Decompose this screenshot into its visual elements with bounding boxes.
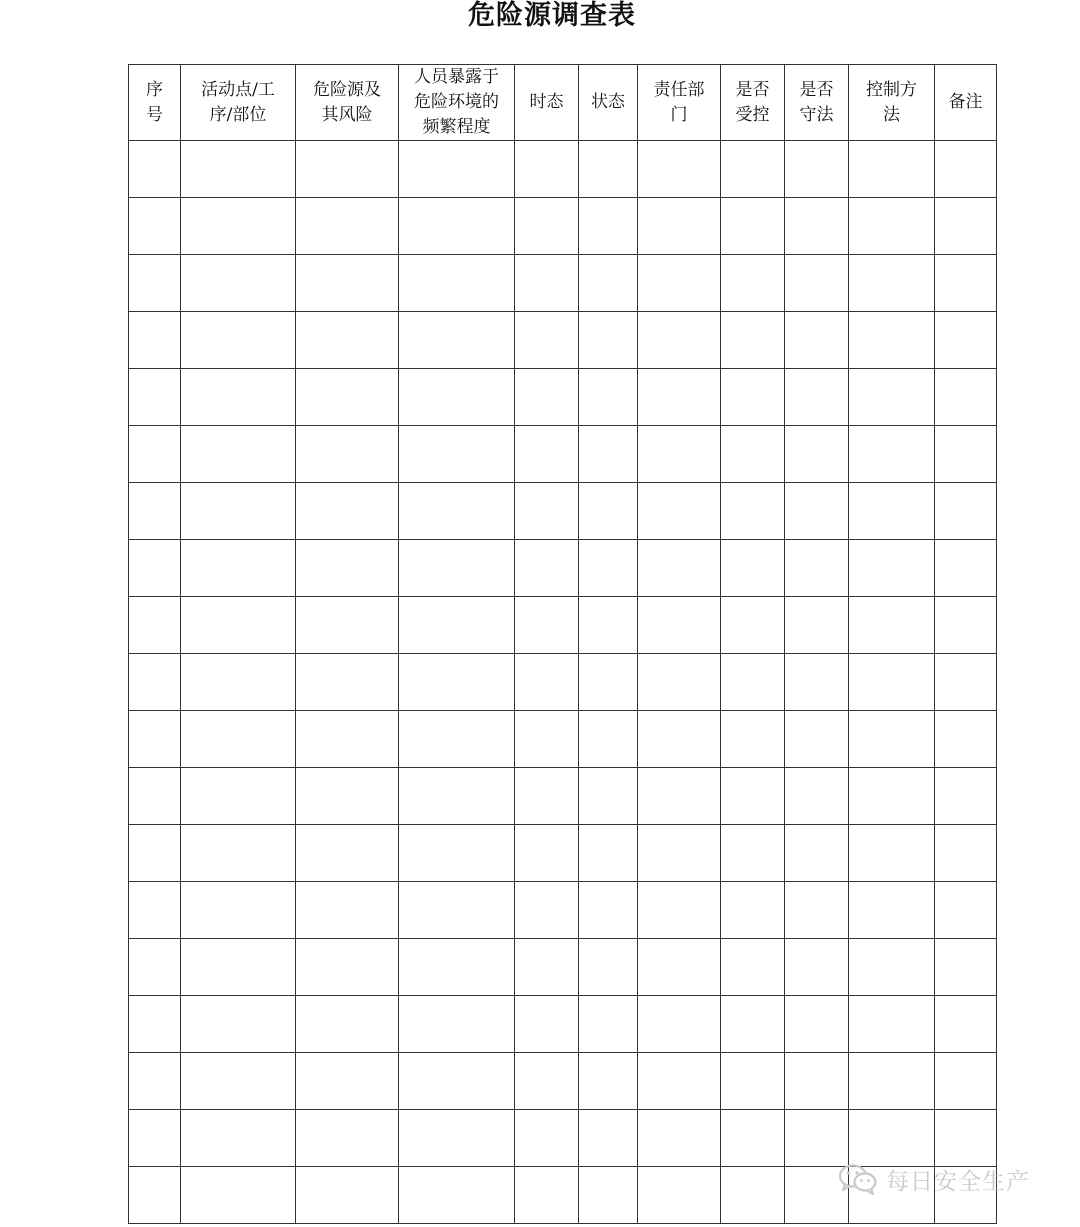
table-cell[interactable] <box>296 768 399 825</box>
table-cell[interactable] <box>785 255 849 312</box>
table-cell[interactable] <box>849 939 935 996</box>
table-cell[interactable] <box>181 996 296 1053</box>
table-cell[interactable] <box>296 1110 399 1167</box>
header-responsible-department: 责任部 门 <box>638 65 721 141</box>
table-cell[interactable] <box>129 882 181 939</box>
table-cell[interactable] <box>638 711 721 768</box>
table-cell[interactable] <box>181 768 296 825</box>
table-cell[interactable] <box>399 198 515 255</box>
table-cell[interactable] <box>785 768 849 825</box>
table-cell[interactable] <box>399 255 515 312</box>
table-cell[interactable] <box>849 882 935 939</box>
table-cell[interactable] <box>296 255 399 312</box>
table-cell[interactable] <box>579 540 638 597</box>
table-cell[interactable] <box>296 1053 399 1110</box>
table-cell[interactable] <box>935 141 997 198</box>
table-cell[interactable] <box>638 141 721 198</box>
table-row <box>129 369 997 426</box>
table-cell[interactable] <box>638 768 721 825</box>
table-cell[interactable] <box>515 882 579 939</box>
table-row <box>129 141 997 198</box>
table-cell[interactable] <box>721 882 785 939</box>
table-cell[interactable] <box>181 597 296 654</box>
table-cell[interactable] <box>785 141 849 198</box>
table-cell[interactable] <box>638 1053 721 1110</box>
table-cell[interactable] <box>935 768 997 825</box>
table-cell[interactable] <box>935 882 997 939</box>
table-cell[interactable] <box>638 540 721 597</box>
table-cell[interactable] <box>515 426 579 483</box>
table-cell[interactable] <box>935 369 997 426</box>
table-cell[interactable] <box>935 711 997 768</box>
table-cell[interactable] <box>935 1110 997 1167</box>
table-cell[interactable] <box>721 825 785 882</box>
table-cell[interactable] <box>129 255 181 312</box>
table-cell[interactable] <box>296 198 399 255</box>
table-cell[interactable] <box>181 882 296 939</box>
table-cell[interactable] <box>399 141 515 198</box>
watermark-text: 每日安全生产 <box>886 1168 1030 1195</box>
table-cell[interactable] <box>721 1110 785 1167</box>
table-row <box>129 711 997 768</box>
table-cell[interactable] <box>296 882 399 939</box>
table-cell[interactable] <box>579 369 638 426</box>
table-cell[interactable] <box>129 996 181 1053</box>
table-cell[interactable] <box>129 1167 181 1224</box>
table-cell[interactable] <box>129 198 181 255</box>
wechat-icon <box>838 1163 878 1195</box>
table-cell[interactable] <box>296 426 399 483</box>
table-cell[interactable] <box>849 1053 935 1110</box>
table-cell[interactable] <box>785 312 849 369</box>
table-cell[interactable] <box>638 597 721 654</box>
table-cell[interactable] <box>935 198 997 255</box>
table-cell[interactable] <box>579 141 638 198</box>
table-cell[interactable] <box>515 141 579 198</box>
table-cell[interactable] <box>296 312 399 369</box>
table-cell[interactable] <box>399 768 515 825</box>
table-row <box>129 882 997 939</box>
table-cell[interactable] <box>296 711 399 768</box>
table-header-row <box>129 65 997 141</box>
table-cell[interactable] <box>849 141 935 198</box>
table-cell[interactable] <box>181 939 296 996</box>
table-cell[interactable] <box>129 1110 181 1167</box>
table-cell[interactable] <box>515 369 579 426</box>
table-row <box>129 1053 997 1110</box>
table-cell[interactable] <box>935 312 997 369</box>
table-cell[interactable] <box>849 711 935 768</box>
table-cell[interactable] <box>515 312 579 369</box>
table-cell[interactable] <box>129 939 181 996</box>
table-cell[interactable] <box>579 654 638 711</box>
header-activity-location: 活动点/工 序/部位 <box>181 65 296 141</box>
header-law-compliant: 是否 守法 <box>785 65 849 141</box>
table-cell[interactable] <box>296 825 399 882</box>
table-cell[interactable] <box>296 996 399 1053</box>
table-cell[interactable] <box>399 939 515 996</box>
table-row <box>129 654 997 711</box>
table-cell[interactable] <box>721 768 785 825</box>
watermark <box>838 1162 1030 1196</box>
table-cell[interactable] <box>181 1167 296 1224</box>
table-cell[interactable] <box>181 540 296 597</box>
table-cell[interactable] <box>785 483 849 540</box>
table-cell[interactable] <box>579 255 638 312</box>
table-cell[interactable] <box>849 996 935 1053</box>
table-cell[interactable] <box>399 882 515 939</box>
table-cell[interactable] <box>638 483 721 540</box>
table-cell[interactable] <box>785 540 849 597</box>
table-cell[interactable] <box>721 1167 785 1224</box>
table-cell[interactable] <box>785 996 849 1053</box>
table-cell[interactable] <box>579 198 638 255</box>
table-cell[interactable] <box>515 1053 579 1110</box>
table-cell[interactable] <box>181 1110 296 1167</box>
table-cell[interactable] <box>721 483 785 540</box>
table-cell[interactable] <box>296 939 399 996</box>
table-row <box>129 939 997 996</box>
table-cell[interactable] <box>935 825 997 882</box>
table-cell[interactable] <box>296 141 399 198</box>
table-cell[interactable] <box>849 825 935 882</box>
table-cell[interactable] <box>785 711 849 768</box>
table-cell[interactable] <box>181 426 296 483</box>
table-cell[interactable] <box>935 597 997 654</box>
header-hazard-risk: 危险源及 其风险 <box>296 65 399 141</box>
table-cell[interactable] <box>849 1110 935 1167</box>
table-row <box>129 768 997 825</box>
table-cell[interactable] <box>935 540 997 597</box>
table-cell[interactable] <box>638 369 721 426</box>
table-cell[interactable] <box>849 654 935 711</box>
table-cell[interactable] <box>579 483 638 540</box>
table-cell[interactable] <box>399 597 515 654</box>
table-cell[interactable] <box>638 1167 721 1224</box>
table-cell[interactable] <box>515 825 579 882</box>
table-row <box>129 483 997 540</box>
table-cell[interactable] <box>721 597 785 654</box>
table-cell[interactable] <box>638 426 721 483</box>
table-cell[interactable] <box>721 198 785 255</box>
table-cell[interactable] <box>296 1167 399 1224</box>
table-cell[interactable] <box>935 483 997 540</box>
table-cell[interactable] <box>296 597 399 654</box>
hazard-survey-table <box>128 64 997 1224</box>
table-cell[interactable] <box>399 426 515 483</box>
table-cell[interactable] <box>579 996 638 1053</box>
table-cell[interactable] <box>785 597 849 654</box>
table-cell[interactable] <box>515 483 579 540</box>
table-cell[interactable] <box>129 654 181 711</box>
table-cell[interactable] <box>296 540 399 597</box>
table-cell[interactable] <box>181 255 296 312</box>
table-cell[interactable] <box>399 483 515 540</box>
table-row <box>129 198 997 255</box>
table-cell[interactable] <box>399 1110 515 1167</box>
table-cell[interactable] <box>399 711 515 768</box>
table-cell[interactable] <box>935 654 997 711</box>
header-control-method: 控制方 法 <box>849 65 935 141</box>
table-cell[interactable] <box>721 540 785 597</box>
table-cell[interactable] <box>399 369 515 426</box>
header-state: 状态 <box>579 65 638 141</box>
header-exposure-frequency: 人员暴露于 危险环境的 频繁程度 <box>399 65 515 141</box>
table-cell[interactable] <box>579 597 638 654</box>
table-cell[interactable] <box>579 1110 638 1167</box>
table-cell[interactable] <box>849 369 935 426</box>
table-cell[interactable] <box>399 312 515 369</box>
table-row <box>129 1110 997 1167</box>
table-cell[interactable] <box>785 825 849 882</box>
table-cell[interactable] <box>849 255 935 312</box>
table-cell[interactable] <box>181 1053 296 1110</box>
table-cell[interactable] <box>935 939 997 996</box>
table-cell[interactable] <box>515 768 579 825</box>
table-cell[interactable] <box>129 1053 181 1110</box>
table-row <box>129 540 997 597</box>
table-cell[interactable] <box>935 255 997 312</box>
table-cell[interactable] <box>296 483 399 540</box>
table-cell[interactable] <box>638 654 721 711</box>
table-cell[interactable] <box>181 369 296 426</box>
table-cell[interactable] <box>399 540 515 597</box>
table-cell[interactable] <box>181 711 296 768</box>
table-cell[interactable] <box>849 483 935 540</box>
table-cell[interactable] <box>721 426 785 483</box>
table-cell[interactable] <box>721 939 785 996</box>
table-cell[interactable] <box>785 426 849 483</box>
table-cell[interactable] <box>579 882 638 939</box>
table-cell[interactable] <box>579 939 638 996</box>
table-cell[interactable] <box>721 312 785 369</box>
table-row <box>129 597 997 654</box>
table-cell[interactable] <box>399 1167 515 1224</box>
table-cell[interactable] <box>181 825 296 882</box>
table-row <box>129 255 997 312</box>
table-cell[interactable] <box>515 540 579 597</box>
table-cell[interactable] <box>399 654 515 711</box>
table-row <box>129 312 997 369</box>
table-cell[interactable] <box>129 483 181 540</box>
table-cell[interactable] <box>579 711 638 768</box>
table-cell[interactable] <box>785 882 849 939</box>
table-cell[interactable] <box>129 369 181 426</box>
header-remarks: 备注 <box>935 65 997 141</box>
table-cell[interactable] <box>849 597 935 654</box>
table-cell[interactable] <box>721 996 785 1053</box>
table-cell[interactable] <box>849 768 935 825</box>
table-cell[interactable] <box>785 369 849 426</box>
table-cell[interactable] <box>721 255 785 312</box>
table-cell[interactable] <box>129 597 181 654</box>
table-cell[interactable] <box>129 540 181 597</box>
table-cell[interactable] <box>515 1110 579 1167</box>
table-cell[interactable] <box>579 1053 638 1110</box>
table-cell[interactable] <box>296 654 399 711</box>
table-cell[interactable] <box>849 198 935 255</box>
table-cell[interactable] <box>399 1053 515 1110</box>
table-cell[interactable] <box>515 996 579 1053</box>
table-cell[interactable] <box>638 882 721 939</box>
table-cell[interactable] <box>579 825 638 882</box>
table-row <box>129 426 997 483</box>
table-cell[interactable] <box>515 939 579 996</box>
table-cell[interactable] <box>849 426 935 483</box>
table-cell[interactable] <box>785 198 849 255</box>
table-cell[interactable] <box>129 711 181 768</box>
table-cell[interactable] <box>721 711 785 768</box>
table-cell[interactable] <box>721 141 785 198</box>
table-cell[interactable] <box>638 939 721 996</box>
table-cell[interactable] <box>638 255 721 312</box>
table-cell[interactable] <box>721 369 785 426</box>
table-cell[interactable] <box>638 312 721 369</box>
table-cell[interactable] <box>721 1053 785 1110</box>
document-title: 危险源调查表 <box>468 0 636 31</box>
table-cell[interactable] <box>785 939 849 996</box>
table-cell[interactable] <box>638 996 721 1053</box>
table-cell[interactable] <box>721 654 785 711</box>
table-cell[interactable] <box>181 654 296 711</box>
table-cell[interactable] <box>181 312 296 369</box>
table-cell[interactable] <box>181 141 296 198</box>
table-cell[interactable] <box>935 996 997 1053</box>
header-serial-number: 序 号 <box>129 65 181 141</box>
table-cell[interactable] <box>638 825 721 882</box>
table-cell[interactable] <box>515 597 579 654</box>
table-cell[interactable] <box>515 1167 579 1224</box>
table-row <box>129 825 997 882</box>
table-cell[interactable] <box>579 768 638 825</box>
table-cell[interactable] <box>515 654 579 711</box>
table-cell[interactable] <box>638 1110 721 1167</box>
table-cell[interactable] <box>399 996 515 1053</box>
header-controlled: 是否 受控 <box>721 65 785 141</box>
table-cell[interactable] <box>849 540 935 597</box>
table-cell[interactable] <box>129 426 181 483</box>
table-cell[interactable] <box>785 654 849 711</box>
table-cell[interactable] <box>935 426 997 483</box>
table-cell[interactable] <box>579 426 638 483</box>
table-cell[interactable] <box>515 198 579 255</box>
table-cell[interactable] <box>638 198 721 255</box>
table-cell[interactable] <box>579 1167 638 1224</box>
header-tense: 时态 <box>515 65 579 141</box>
table-cell[interactable] <box>785 1110 849 1167</box>
table-cell[interactable] <box>515 711 579 768</box>
table-cell[interactable] <box>129 312 181 369</box>
table-cell[interactable] <box>515 255 579 312</box>
table-cell[interactable] <box>296 369 399 426</box>
table-cell[interactable] <box>129 141 181 198</box>
table-cell[interactable] <box>129 768 181 825</box>
table-cell[interactable] <box>849 312 935 369</box>
table-cell[interactable] <box>935 1053 997 1110</box>
table-cell[interactable] <box>399 825 515 882</box>
table-cell[interactable] <box>181 198 296 255</box>
table-cell[interactable] <box>579 312 638 369</box>
table-cell[interactable] <box>785 1053 849 1110</box>
table-row <box>129 996 997 1053</box>
table-cell[interactable] <box>129 825 181 882</box>
table-cell[interactable] <box>181 483 296 540</box>
